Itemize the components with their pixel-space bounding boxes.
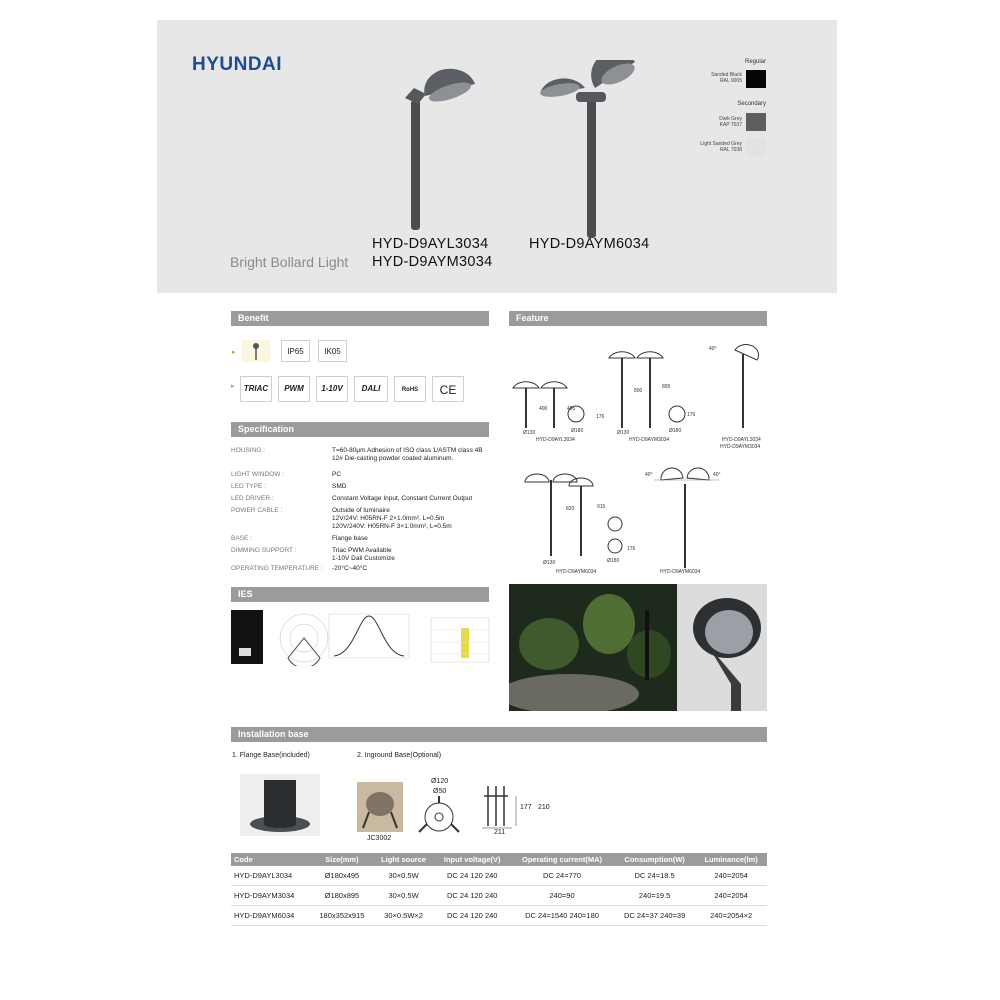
cell: DC 24=18.5 [614, 866, 695, 886]
svg-text:40°: 40° [713, 472, 721, 478]
cell: 180x352x915 [311, 906, 373, 926]
svg-text:176: 176 [627, 546, 636, 552]
arrow-icon: ▸ [231, 383, 235, 390]
inground-base-label: 2. Inground Base(Optional) [357, 752, 442, 759]
dali-badge: DALI [354, 376, 388, 402]
svg-text:495: 495 [567, 406, 576, 412]
spec-value: T=60-80μm Adhesion of ISO class 1/ASTM class 4B 12# Die-casting powder coated aluminum. [332, 447, 483, 462]
svg-text:800: 800 [634, 388, 643, 394]
cell: 240=2054 [695, 886, 767, 906]
svg-text:176: 176 [687, 412, 696, 418]
svg-text:40°: 40° [645, 472, 653, 478]
ip65-badge: IP65 [281, 340, 310, 362]
dim-210: 210 [538, 804, 550, 811]
svg-text:Ø130: Ø130 [523, 430, 536, 436]
svg-text:Ø180: Ø180 [669, 428, 682, 434]
swatch-2-code: KAP 7037 [719, 122, 742, 128]
svg-text:Ø180: Ø180 [571, 428, 584, 434]
model-code-b: HYD-D9AYM3034 [372, 254, 493, 270]
cell: Ø180x495 [311, 866, 373, 886]
svg-text:176: 176 [596, 414, 605, 420]
inground-base-photo [357, 782, 403, 832]
feature-caption-2: HYD-D9AYM3034 [629, 437, 670, 443]
svg-text:Ø130: Ø130 [543, 560, 556, 566]
cell: 30×0.5W×2 [373, 906, 435, 926]
regular-label: Regular [744, 59, 766, 65]
ies-photometric-charts [231, 608, 493, 666]
cell: 240=2054×2 [695, 906, 767, 926]
beam-icon [232, 338, 272, 364]
swatch-1-code: RAL 9005 [719, 78, 742, 84]
ies-header: IES [231, 587, 489, 602]
dim-50: Ø50 [433, 788, 447, 795]
swatch-dark-grey [746, 113, 766, 131]
svg-text:Ø180: Ø180 [607, 558, 620, 564]
dim-120: Ø120 [431, 778, 449, 785]
spec-value: Outside of luminaire 12V/24V: H05RN-F 2×1.0mm², L=0.5m 120V/240V: H05RN-F 3×1.0mm², L=0.5m [332, 507, 452, 530]
spec-key: OPERATING TEMPERATURE : [231, 565, 323, 572]
model-code-c: HYD-D9AYM6034 [529, 236, 650, 252]
product-lifestyle-photo [509, 584, 767, 711]
col-operating-current: Operating current(MA) [510, 853, 614, 866]
svg-text:40°: 40° [709, 346, 717, 352]
svg-text:895: 895 [662, 384, 671, 390]
product-spec-table [231, 853, 767, 926]
cell: DC 24=37 240=39 [614, 906, 695, 926]
swatch-3-label [690, 141, 742, 153]
cell: DC 24 120 240 [434, 866, 510, 886]
feature-caption-5: HYD-D9AYM6034 [660, 569, 701, 575]
col-size: Size(mm) [311, 853, 373, 866]
brand-logo: HYUNDAI [192, 54, 283, 75]
col-code: Code [231, 853, 311, 866]
swatch-2-label [690, 116, 742, 128]
table-row [231, 886, 767, 906]
swatch-sanded-black [746, 70, 766, 88]
cell: 30×0.5W [373, 866, 435, 886]
cell: 240=90 [510, 886, 614, 906]
spec-key: LED TYPE : [231, 483, 266, 490]
spec-value: PC [332, 471, 342, 478]
inground-code: JC3002 [367, 835, 392, 842]
spec-value: Constant Voltage Input, Constant Current Output [332, 495, 473, 502]
spec-key: DIMMING SUPPORT : [231, 547, 297, 554]
1-10v-badge: 1-10V [316, 376, 348, 402]
spec-value: Triac PWM Available 1-10V Dali Customize [332, 547, 395, 562]
cell: HYD-D9AYM3034 [231, 886, 311, 906]
spec-value: Flange base [332, 535, 368, 542]
pwm-badge: PWM [278, 376, 310, 402]
swatch-2-name: Dark Grey [719, 116, 742, 122]
col-light-source: Light source [373, 853, 435, 866]
cell: 30×0.5W [373, 886, 435, 906]
benefit-header: Benefit [231, 311, 489, 326]
swatch-1-label [690, 72, 742, 84]
inground-side-view-drawing [480, 782, 520, 832]
cell: DC 24=1540 240=180 [510, 906, 614, 926]
spec-key: POWER CABLE : [231, 507, 283, 514]
cell: DC 24=770 [510, 866, 614, 886]
spec-key: LIGHT WINDOW : [231, 471, 284, 478]
installation-header: Installation base [231, 727, 767, 742]
flange-base-image [240, 774, 320, 836]
feature-caption-4: HYD-D9AYM6034 [556, 569, 597, 575]
rohs-icon: RoHS [394, 376, 426, 402]
table-row [231, 906, 767, 926]
col-input-voltage: Input voltage(V) [434, 853, 510, 866]
ce-mark-icon: CE [432, 376, 464, 402]
feature-caption-3a: HYD-D9AYL3034 [722, 437, 761, 443]
swatch-3-code: RAL 7038 [719, 147, 742, 153]
feature-header: Feature [509, 311, 767, 326]
spec-key: LED DRIVER : [231, 495, 274, 502]
model-code-a: HYD-D9AYL3034 [372, 236, 489, 252]
swatch-light-sanded-grey [746, 138, 766, 156]
specification-header: Specification [231, 422, 489, 437]
feature-caption-3b: HYD-D9AYM3034 [720, 444, 761, 450]
cell: DC 24 120 240 [434, 886, 510, 906]
ik05-badge: IK05 [318, 340, 347, 362]
table-row [231, 866, 767, 886]
dim-211: 211 [494, 829, 506, 836]
cell: 240=19.5 [614, 886, 695, 906]
hero-product-illustration [380, 60, 690, 260]
col-consumption: Consumption(W) [614, 853, 695, 866]
svg-text:▸: ▸ [232, 349, 236, 356]
product-title: Bright Bollard Light [230, 254, 349, 270]
col-luminance: Luminance(lm) [695, 853, 767, 866]
cell: HYD-D9AYL3034 [231, 866, 311, 886]
dim-177: 177 [520, 804, 532, 811]
feature-caption-1: HYD-D9AYL3034 [536, 437, 575, 443]
spec-key: BASE : [231, 535, 252, 542]
inground-top-view-drawing [416, 794, 462, 840]
svg-text:400: 400 [539, 406, 548, 412]
triac-badge: TRIAC [240, 376, 272, 402]
flange-base-label: 1. Flange Base(included) [232, 752, 310, 759]
swatch-1-name: Sanded Black [711, 72, 742, 78]
cell: DC 24 120 240 [434, 906, 510, 926]
feature-dimension-drawings [509, 330, 771, 580]
svg-text:Ø130: Ø130 [617, 430, 630, 436]
spec-value: SMD [332, 483, 347, 490]
cell: 240=2054 [695, 866, 767, 886]
secondary-label: Secondary [737, 101, 766, 107]
table-header-row [231, 853, 767, 866]
cell: HYD-D9AYM6034 [231, 906, 311, 926]
spec-key: HOUSING : [231, 447, 265, 454]
spec-value: -20°C~40°C [332, 565, 368, 572]
cell: Ø180x895 [311, 886, 373, 906]
swatch-3-name: Light Sanded Grey [700, 141, 742, 147]
svg-text:915: 915 [597, 504, 606, 510]
svg-text:820: 820 [566, 506, 575, 512]
